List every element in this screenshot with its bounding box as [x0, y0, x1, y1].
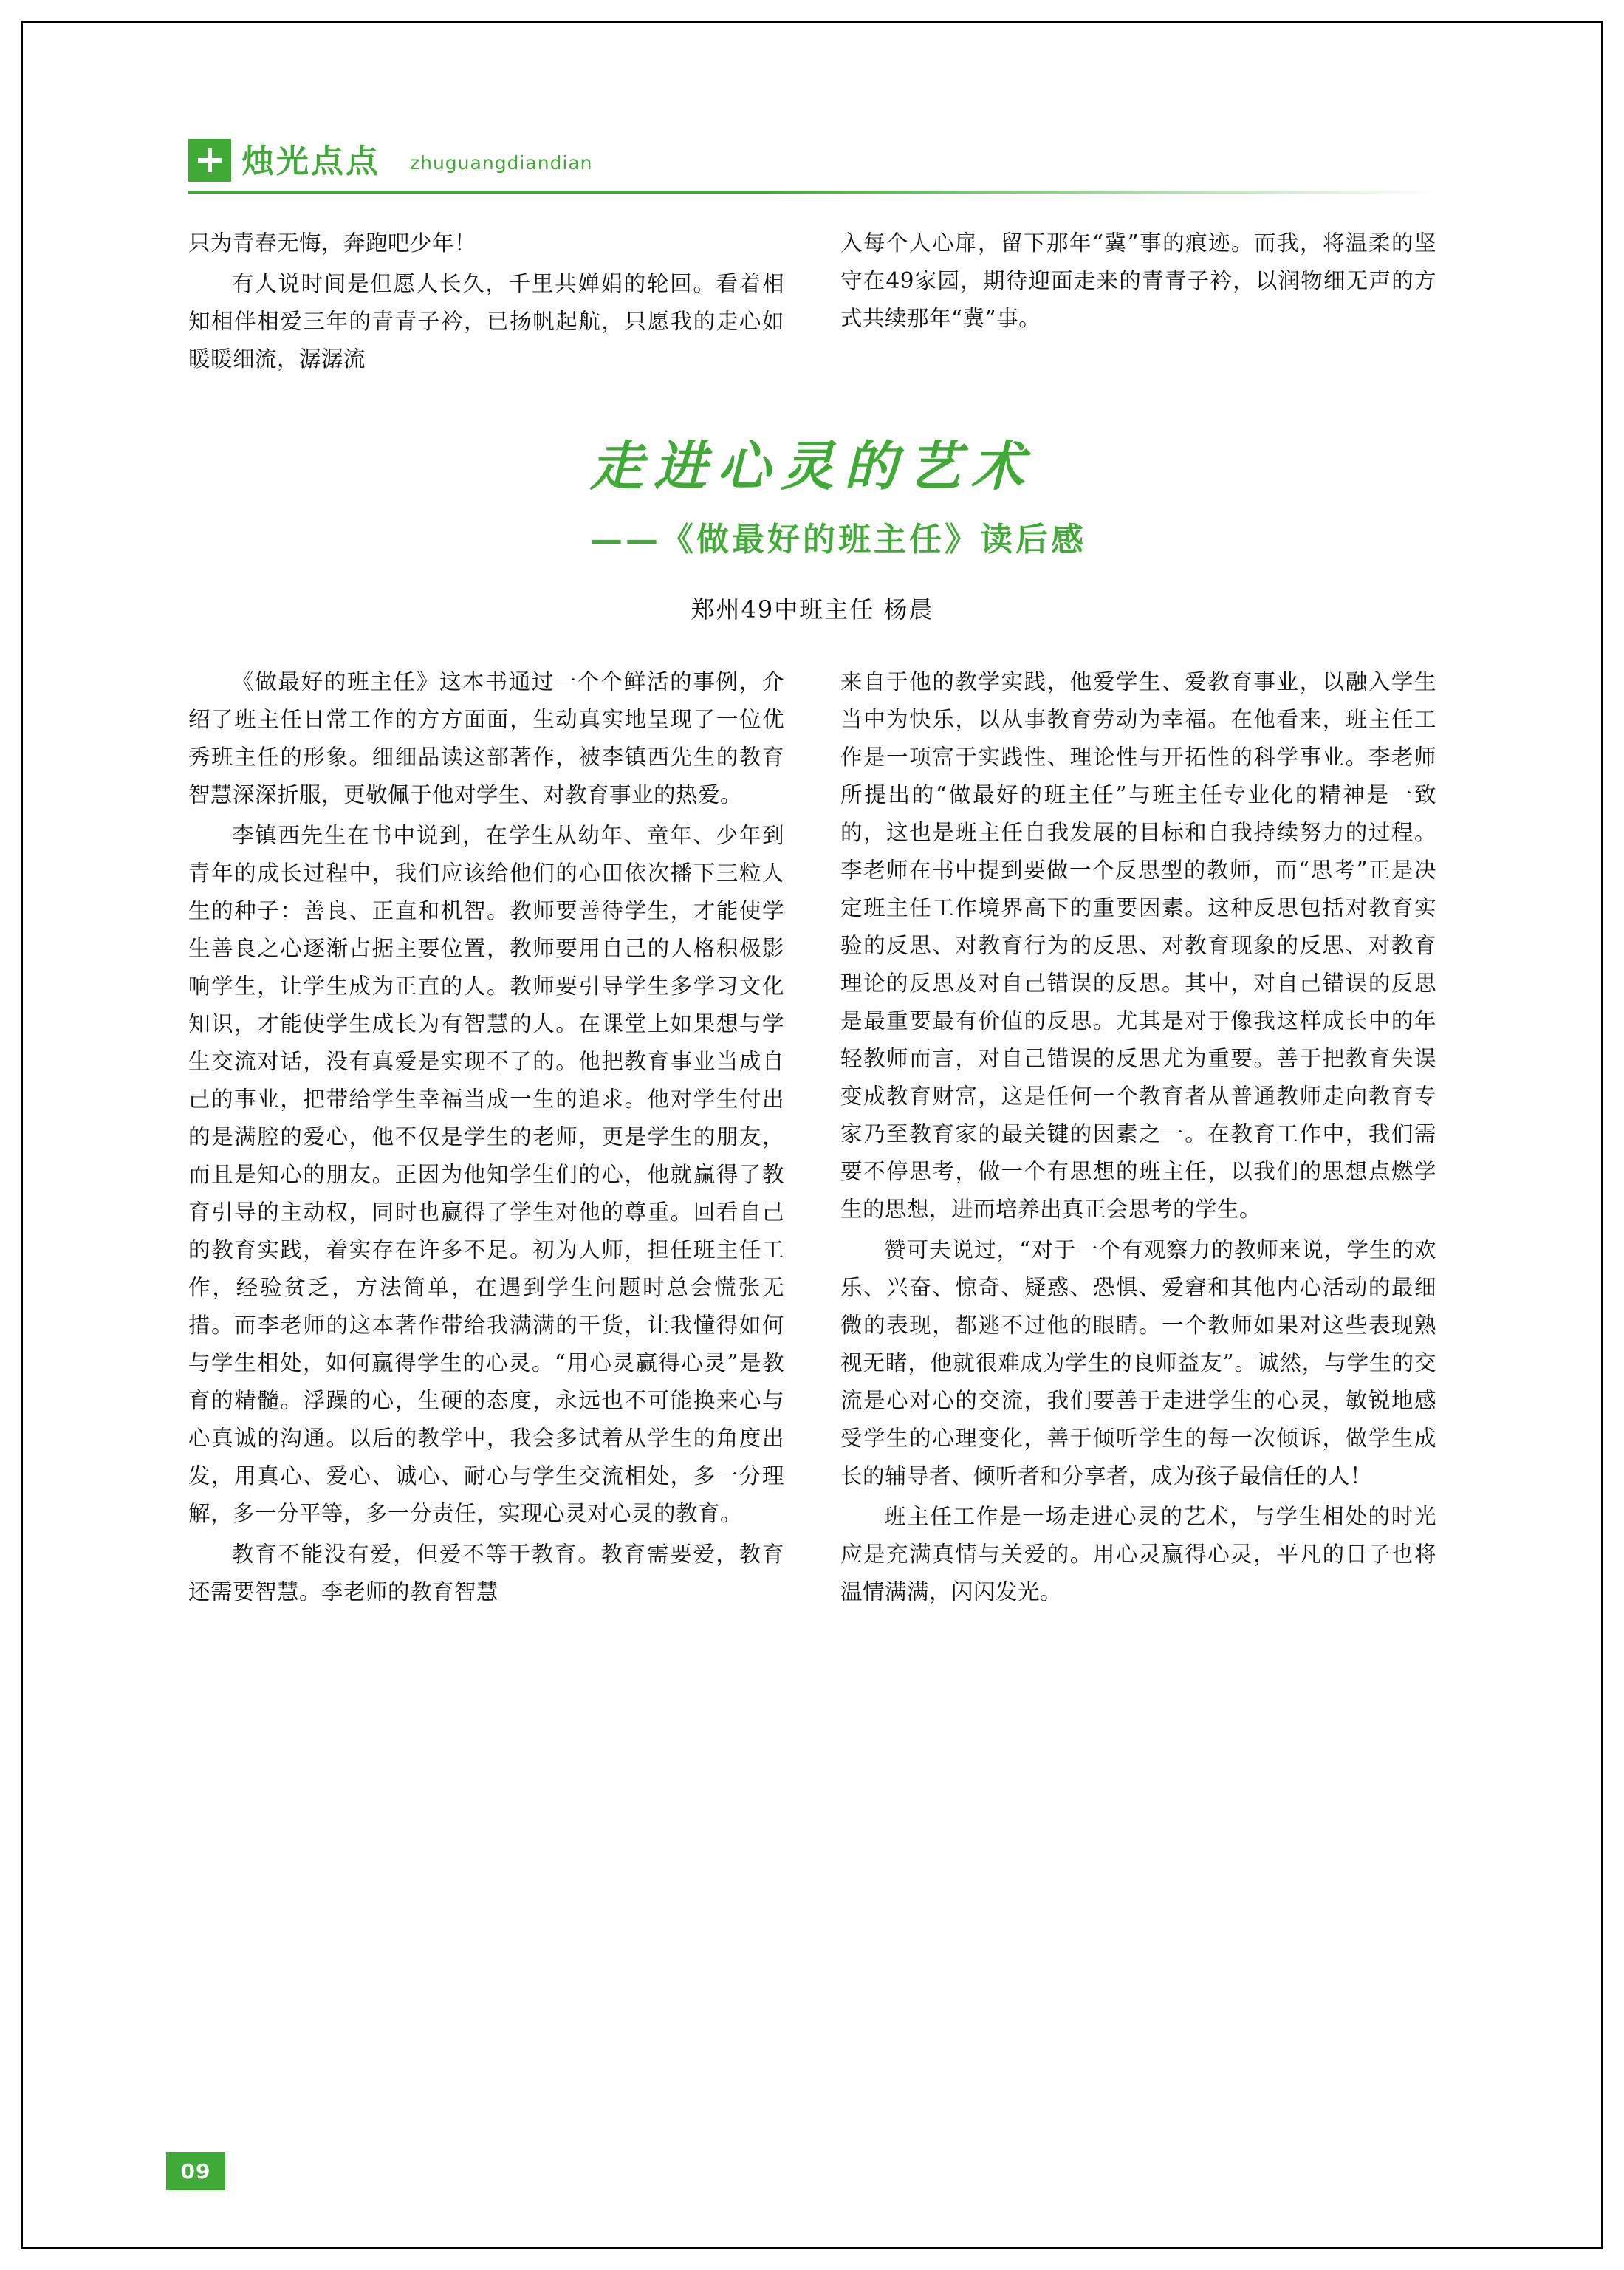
paragraph: 《做最好的班主任》这本书通过一个个鲜活的事例，介绍了班主任日常工作的方方面面，生动真实地呈现了一位优秀班主任的形象。细细品读这部著作，被李镇西先生的教育智慧深深折服，更敬佩于他对学生、对教育事业的热爱。 [188, 669, 784, 807]
paragraph: 教育不能没有爱，但爱不等于教育。教育需要爱，教育还需要智慧。李老师的教育智慧 [188, 1542, 784, 1604]
paragraph: 有人说时间是但愿人长久，千里共婵娟的轮回。看着相知相伴相爱三年的青青子衿，已扬帆起航，只愿我的走心如暖暖细流，潺潺流 [188, 271, 784, 372]
paragraph: 来自于他的教学实践，他爱学生、爱教育事业，以融入学生当中为快乐，以从事教育劳动为幸福。在他看来，班主任工作是一项富于实践性、理论性与开拓性的科学事业。李老师所提出的“做最好的班主任”与班主任专业化的精神是一致的，这也是班主任自我发展的目标和自我持续努力的过程。李老师在书中提到要做一个反思型的教师，而“思考”正是决定班主任工作境界高下的重要因素。这种反思包括对教育实验的反思、对教育行为的反思、对教育现象的反思、对教育理论的反思及对自己错误的反思。其中，对自己错误的反思是最重要最有价值的反思。尤其是对于像我这样成长中的年轻教师而言，对自己错误的反思尤为重要。善于把教育失误变成教育财富，这是任何一个教育者从普通教师走向教育专家乃至教育家的最关键的因素之一。在教育工作中，我们需要不停思考，做一个有思想的班主任，以我们的思想点燃学生的思想，进而培养出真正会思考的学生。 [840, 669, 1436, 1222]
article-title: 走进心灵的艺术 [589, 434, 1035, 497]
page-number-badge: 09 [166, 2152, 225, 2190]
paragraph: 赞可夫说过，“对于一个有观察力的教师来说，学生的欢乐、兴奋、惊奇、疑惑、恐惧、爱窘和其他内心活动的最细微的表现，都逃不过他的眼睛。一个教师如果对这些表现熟视无睹，他就很难成为学生的良师益友”。诚然，与学生的交流是心对心的交流，我们要善于走进学生的心灵，敏锐地感受学生的心理变化，善于倾听学生的每一次倾诉，做学生成长的辅导者、倾听者和分享者，成为孩子最信任的人！ [840, 1237, 1436, 1488]
paragraph: 入每个人心扉，留下那年“冀”事的痕迹。而我，将温柔的坚守在49家园，期待迎面走来的青青子衿，以润物细无声的方式共续那年“冀”事。 [840, 230, 1436, 331]
article-left-column [188, 663, 784, 1614]
section-title: 烛光点点 [241, 143, 380, 180]
page-content [188, 118, 1436, 1614]
intro-right-column [840, 225, 1436, 381]
header-divider [188, 191, 1436, 194]
intro-left-column [188, 225, 784, 381]
plus-square-icon [188, 139, 231, 182]
article-subtitle: ——《做最好的班主任》读后感 [590, 521, 1086, 558]
article-title-block [188, 433, 1436, 560]
paragraph: 只为青春无悔，奔跑吧少年！ [188, 230, 477, 256]
article-right-column [840, 663, 1436, 1614]
article-byline: 郑州49中班主任 杨晨 [691, 595, 934, 623]
intro-columns [188, 225, 1436, 381]
section-title-pinyin: zhuguangdiandian [410, 152, 593, 174]
section-header [188, 118, 1436, 207]
paragraph: 班主任工作是一场走进心灵的艺术，与学生相处的时光应是充满真情与关爱的。用心灵赢得心灵，平凡的日子也将温情满满，闪闪发光。 [840, 1504, 1436, 1604]
article-body-columns [188, 663, 1436, 1614]
paragraph: 李镇西先生在书中说到，在学生从幼年、童年、少年到青年的成长过程中，我们应该给他们的心田依次播下三粒人生的种子：善良、正直和机智。教师要善待学生，才能使学生善良之心逐渐占据主要位置，教师要用自己的人格积极影响学生，让学生成为正直的人。教师要引导学生多学习文化知识，才能使学生成长为有智慧的人。在课堂上如果想与学生交流对话，没有真爱是实现不了的。他把教育事业当成自己的事业，把带给学生幸福当成一生的追求。他对学生付出的是满腔的爱心，他不仅是学生的老师，更是学生的朋友，而且是知心的朋友。正因为他知学生们的心，他就赢得了教育引导的主动权，同时也赢得了学生对他的尊重。回看自己的教育实践，着实存在许多不足。初为人师，担任班主任工作，经验贫乏，方法简单，在遇到学生问题时总会慌张无措。而李老师的这本著作带给我满满的干货，让我懂得如何与学生相处，如何赢得学生的心灵。“用心灵赢得心灵”是教育的精髓。浮躁的心，生硬的态度，永远也不可能换来心与心真诚的沟通。以后的教学中，我会多试着从学生的角度出发，用真心、爱心、诚心、耐心与学生交流相处，多一分理解，多一分平等，多一分责任，实现心灵对心灵的教育。 [188, 823, 784, 1526]
